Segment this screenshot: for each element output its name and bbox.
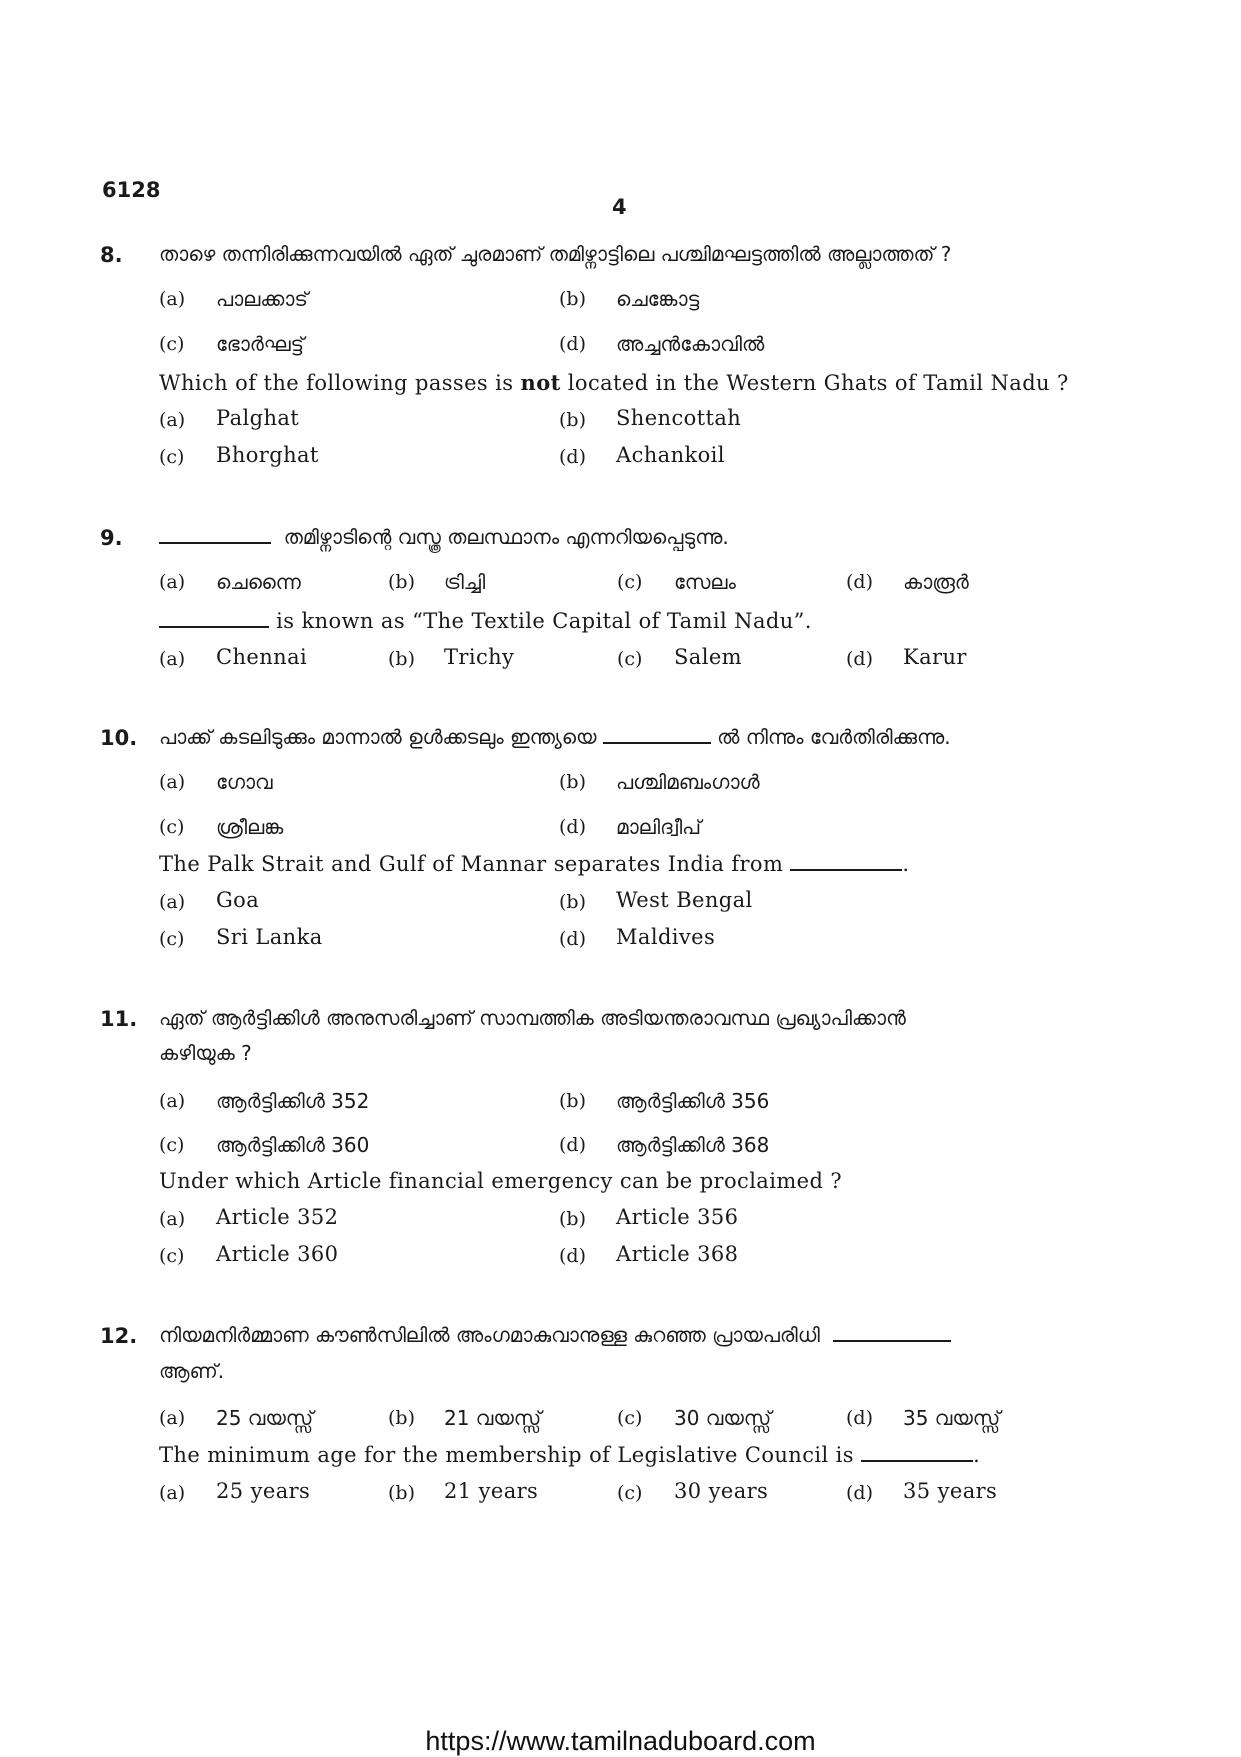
option-label: (a) xyxy=(159,1090,186,1112)
option-text-ml: മാലിദ്വീപ് xyxy=(616,815,702,839)
option-text-en: Palghat xyxy=(216,406,300,430)
question-text-ml-cont: കഴിയുക ? xyxy=(159,1041,252,1065)
option-text-en: Shencottah xyxy=(616,406,742,430)
question-text-en xyxy=(159,370,1069,395)
text-part: The minimum age for the membership of Legislative Council is xyxy=(159,1443,854,1467)
question-text-ml xyxy=(159,525,729,549)
option-label: (c) xyxy=(159,333,185,355)
text-part: നിയമനിർമ്മാണ കൗൺസിലിൽ അംഗമാകുവാനുള്ള കുറഞ്ഞ പ്രായപരിധി xyxy=(159,1323,820,1347)
option-text-en: Maldives xyxy=(616,925,716,949)
option-text-en: 30 years xyxy=(674,1479,769,1503)
option-text-en: Goa xyxy=(216,888,260,912)
option-label: (c) xyxy=(617,571,643,593)
option-text-en: Article 368 xyxy=(616,1242,739,1266)
option-label: (b) xyxy=(388,648,415,670)
question-text-en xyxy=(159,609,812,633)
text-part: is known as “The Textile Capital of Tamil Nadu”. xyxy=(276,609,812,633)
option-text-ml: ആർട്ടിക്കിൾ 360 xyxy=(216,1133,370,1157)
emphasis-text: not xyxy=(520,370,561,395)
text-part: Which of the following passes is xyxy=(159,371,521,395)
option-text-en: Chennai xyxy=(216,645,308,669)
option-label: (d) xyxy=(846,1407,873,1429)
option-label: (b) xyxy=(559,409,586,431)
option-label: (a) xyxy=(159,648,186,670)
text-part: located in the Western Ghats of Tamil Nadu ? xyxy=(560,371,1069,395)
answer-blank xyxy=(861,1459,973,1462)
option-label: (c) xyxy=(617,648,643,670)
answer-blank xyxy=(833,1339,951,1342)
option-label: (b) xyxy=(559,1208,586,1230)
option-label: (b) xyxy=(559,771,586,793)
option-text-ml: ഭോർഘട്ട് xyxy=(216,332,305,356)
option-label: (a) xyxy=(159,891,186,913)
option-text-en: Achankoil xyxy=(616,443,725,467)
question-text-ml: ഏത് ആർട്ടിക്കിൾ അനുസരിച്ചാണ് സാമ്പത്തിക അടിയന്തരാവസ്ഥ പ്രഖ്യാപിക്കാൻ xyxy=(159,1006,906,1030)
option-text-ml: 21 വയസ്സ് xyxy=(444,1406,542,1430)
option-text-ml: ശ്രീലങ്ക xyxy=(216,815,284,839)
text-part: ൽ നിന്നും വേർതിരിക്കുന്നു. xyxy=(717,725,951,749)
option-text-ml: ആർട്ടിക്കിൾ 352 xyxy=(216,1089,370,1113)
option-text-en: Article 352 xyxy=(216,1205,339,1229)
option-label: (c) xyxy=(159,1134,185,1156)
question-text-en: Under which Article financial emergency can be proclaimed ? xyxy=(159,1169,843,1193)
question-text-en: The minimum age for the membership of Legislative Council is . xyxy=(159,1443,981,1467)
option-label: (b) xyxy=(388,571,415,593)
footer-url[interactable]: https://www.tamilnaduboard.com xyxy=(425,1726,816,1756)
option-label: (c) xyxy=(617,1407,643,1429)
answer-blank xyxy=(790,868,902,871)
option-text-ml: അച്ചൻകോവിൽ xyxy=(616,332,765,356)
option-text-en: 25 years xyxy=(216,1479,311,1503)
option-text-en: Article 360 xyxy=(216,1242,339,1266)
option-text-en: Sri Lanka xyxy=(216,925,323,949)
option-label: (b) xyxy=(559,1090,586,1112)
option-label: (a) xyxy=(159,1208,186,1230)
option-text-en: Karur xyxy=(903,645,967,669)
option-label: (d) xyxy=(846,1482,873,1504)
question-number: 8. xyxy=(100,243,123,267)
question-number: 11. xyxy=(100,1007,138,1031)
option-label: (b) xyxy=(559,288,586,310)
option-label: (d) xyxy=(559,1134,586,1156)
text-part: തമിഴ്നാടിന്റെ വസ്ത്ര തലസ്ഥാനം എന്നറിയപ്പെടുന്നു. xyxy=(283,525,729,549)
option-label: (d) xyxy=(846,571,873,593)
option-text-en: Trichy xyxy=(444,645,515,669)
option-label: (d) xyxy=(559,928,586,950)
option-text-ml: ആർട്ടിക്കിൾ 356 xyxy=(616,1089,770,1113)
option-label: (d) xyxy=(559,333,586,355)
option-text-ml: പശ്ചിമബംഗാൾ xyxy=(616,770,760,794)
option-text-ml: ട്രിച്ചി xyxy=(444,570,486,594)
answer-blank xyxy=(159,541,271,544)
option-text-ml: ആർട്ടിക്കിൾ 368 xyxy=(616,1133,770,1157)
option-label: (c) xyxy=(617,1482,643,1504)
option-text-en: Salem xyxy=(674,645,742,669)
option-label: (c) xyxy=(159,446,185,468)
option-label: (a) xyxy=(159,1407,186,1429)
option-label: (c) xyxy=(159,1245,185,1267)
option-label: (a) xyxy=(159,1482,186,1504)
option-label: (b) xyxy=(388,1482,415,1504)
option-text-ml: പാലക്കാട് xyxy=(216,287,308,311)
option-text-ml: 35 വയസ്സ് xyxy=(903,1406,1001,1430)
option-text-en: 21 years xyxy=(444,1479,539,1503)
option-label: (c) xyxy=(159,816,185,838)
option-label: (b) xyxy=(559,891,586,913)
text-part: The Palk Strait and Gulf of Mannar separates India from xyxy=(159,852,784,876)
text-part: പാക്ക് കടലിടുക്കും മാന്നാൽ ഉൾക്കടലും ഇന്ത്യയെ xyxy=(159,725,597,749)
question-text-ml xyxy=(159,725,951,749)
option-label: (a) xyxy=(159,409,186,431)
question-number: 12. xyxy=(100,1324,138,1348)
option-text-ml: ഗോവ xyxy=(216,770,273,794)
answer-blank xyxy=(603,741,711,744)
answer-blank xyxy=(159,625,269,628)
question-text-ml xyxy=(159,1323,951,1347)
question-text-ml-cont: ആണ്. xyxy=(159,1359,225,1383)
option-text-ml: സേലം xyxy=(674,570,736,594)
paper-code: 6128 xyxy=(102,178,161,202)
option-label: (a) xyxy=(159,771,186,793)
option-text-en: West Bengal xyxy=(616,888,753,912)
page-number: 4 xyxy=(612,195,627,219)
option-text-en: Bhorghat xyxy=(216,443,319,467)
option-text-en: Article 356 xyxy=(616,1205,739,1229)
option-label: (a) xyxy=(159,288,186,310)
option-label: (a) xyxy=(159,571,186,593)
option-label: (d) xyxy=(846,648,873,670)
question-number: 10. xyxy=(100,726,138,750)
option-text-ml: 30 വയസ്സ് xyxy=(674,1406,772,1430)
question-number: 9. xyxy=(100,526,123,550)
option-label: (d) xyxy=(559,816,586,838)
option-text-ml: കാരൂർ xyxy=(903,570,969,594)
question-text-en: The Palk Strait and Gulf of Mannar separates India from . xyxy=(159,852,910,876)
option-text-ml: ചെന്നൈ xyxy=(216,570,301,594)
option-label: (d) xyxy=(559,446,586,468)
option-text-ml: ചെങ്കോട്ട xyxy=(616,287,700,311)
option-label: (b) xyxy=(388,1407,415,1429)
option-text-ml: 25 വയസ്സ് xyxy=(216,1406,314,1430)
option-label: (c) xyxy=(159,928,185,950)
option-label: (d) xyxy=(559,1245,586,1267)
question-text-ml: താഴെ തന്നിരിക്കുന്നവയിൽ ഏത് ചുരമാണ് തമിഴ്നാട്ടിലെ പശ്ചിമഘട്ടത്തിൽ അല്ലാത്തത് ? xyxy=(159,242,952,266)
option-text-en: 35 years xyxy=(903,1479,998,1503)
